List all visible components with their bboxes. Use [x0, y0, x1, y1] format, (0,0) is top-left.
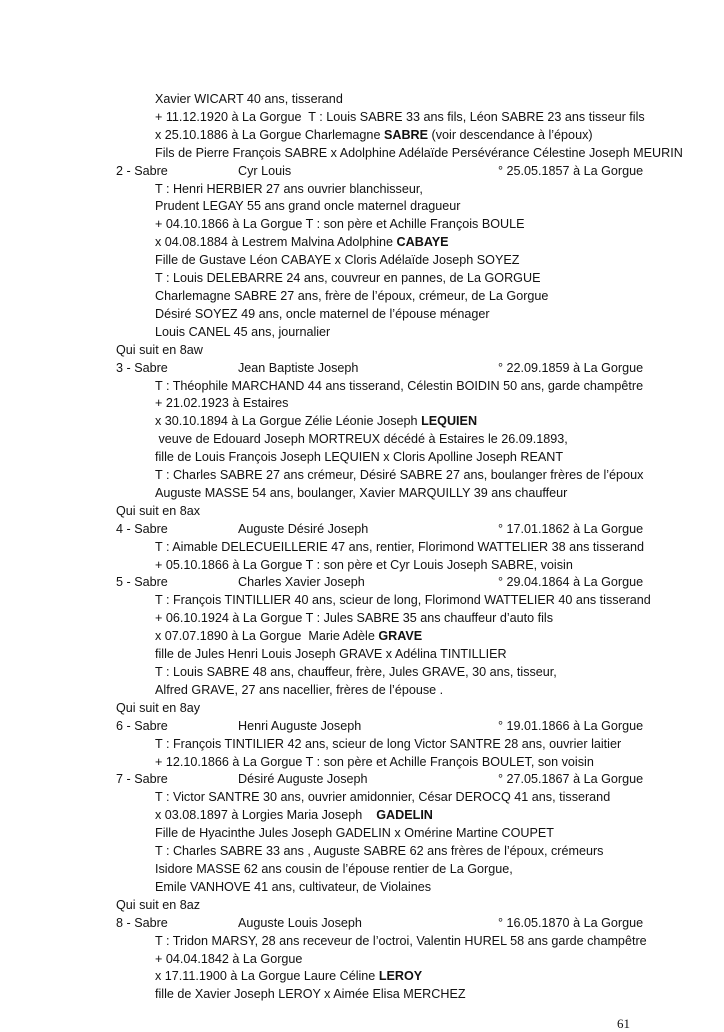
text-line — [0, 807, 724, 825]
text-line — [0, 539, 724, 557]
text-segment: T : Louis SABRE 48 ans, chauffeur, frère, Jules GRAVE, 30 ans, tisseur, — [155, 665, 557, 679]
text-segment: fille de Xavier Joseph LEROY x Aimée Elisa MERCHEZ — [155, 987, 466, 1002]
text-segment: x 07.07.1890 à La Gorgue Marie Adèle — [155, 629, 379, 644]
text-segment: T : Tridon MARSY, 28 ans receveur de l’octroi, Valentin HUREL 58 ans garde champêtre — [155, 933, 647, 948]
text-line — [0, 324, 724, 342]
entry-birth: ° 29.04.1864 à La Gorgue — [498, 575, 644, 590]
text-line — [0, 270, 724, 288]
entry-birth: ° 22.09.1859 à La Gorgue — [498, 360, 644, 375]
entry-number: 3 - Sabre — [116, 360, 168, 375]
text-line — [0, 109, 724, 127]
text-line — [0, 91, 724, 109]
text-segment: + 12.10.1866 à La Gorgue T : son père et Achille François BOULET, son voisin — [155, 754, 594, 769]
text-segment: x 04.08.1884 à Lestrem Malvina Adolphine — [155, 235, 397, 250]
text-segment: Louis CANEL 45 ans, journalier — [155, 324, 331, 339]
text-segment: x 25.10.1886 à La Gorgue Charlemagne — [155, 127, 384, 142]
text-segment: T : François TINTILLIER 40 ans, scieur de long, Florimond WATTELIER 40 ans tisserand — [155, 593, 651, 608]
text-line — [0, 861, 724, 879]
text-segment: x 30.10.1894 à La Gorgue Zélie Léonie Joseph — [155, 414, 422, 429]
text-line — [0, 610, 724, 628]
entry-given-names: Auguste Désiré Joseph — [238, 521, 369, 536]
entry-given-names: Henri Auguste Joseph — [238, 718, 362, 733]
text-line — [0, 127, 724, 145]
surname-bold: SABRE — [383, 127, 429, 142]
text-segment: Qui suit en 8aw — [116, 342, 203, 357]
text-segment: + 11.12.1920 à La Gorgue T : Louis SABRE 33 ans fils, Léon SABRE 23 ans tisseur fils — [155, 109, 645, 124]
entry-header — [0, 360, 724, 378]
text-segment: Qui suit en 8az — [116, 897, 201, 912]
entry-given-names: Jean Baptiste Joseph — [238, 360, 359, 375]
text-line — [0, 933, 724, 951]
page-number: 61 — [617, 1016, 630, 1031]
text-segment: Xavier WICART 40 ans, tisserand — [155, 92, 343, 106]
text-line — [0, 252, 724, 270]
text-line — [0, 879, 724, 897]
text-line — [0, 986, 724, 1004]
text-segment: fille de Jules Henri Louis Joseph GRAVE x Adélina TINTILLIER — [155, 647, 507, 662]
entry-header — [0, 771, 724, 789]
entry-number: 4 - Sabre — [116, 521, 168, 536]
text-segment: (voir descendance à l’époux) — [428, 127, 593, 142]
text-segment: + 05.10.1866 à La Gorgue T : son père et Cyr Louis Joseph SABRE, voisin — [155, 557, 573, 572]
text-segment: veuve de Edouard Joseph MORTREUX décédé à Estaires le 26.09.1893, — [155, 432, 568, 447]
text-line — [0, 592, 724, 610]
text-segment: T : Aimable DELECUEILLERIE 47 ans, rentier, Florimond WATTELIER 38 ans tisserand — [155, 539, 645, 554]
text-segment: T : Henri HERBIER 27 ans ouvrier blanchisseur, — [155, 181, 423, 196]
entry-header — [0, 718, 724, 736]
surname-bold: CABAYE — [396, 235, 449, 250]
text-segment: x 03.08.1897 à Lorgies Maria Joseph — [155, 808, 377, 823]
text-segment: Alfred GRAVE, 27 ans nacellier, frères de l’épouse . — [155, 682, 444, 697]
text-segment: Fille de Hyacinthe Jules Joseph GADELIN x Omérine Martine COUPET — [155, 826, 554, 841]
entry-header — [0, 163, 724, 181]
document-body — [0, 91, 724, 1004]
text-segment: Qui suit en 8ay — [116, 700, 201, 715]
text-segment: + 21.02.1923 à Estaires — [155, 396, 289, 411]
text-line — [0, 825, 724, 843]
entry-number: 7 - Sabre — [116, 772, 168, 787]
text-line — [0, 198, 724, 216]
entry-birth: ° 27.05.1867 à La Gorgue — [498, 772, 644, 787]
text-line — [0, 449, 724, 467]
text-segment: + 04.10.1866 à La Gorgue T : son père et Achille François BOULE — [155, 217, 525, 232]
text-line — [0, 413, 724, 431]
entry-given-names: Désiré Auguste Joseph — [238, 772, 368, 787]
text-line — [0, 485, 724, 503]
text-segment: Auguste MASSE 54 ans, boulanger, Xavier MARQUILLY 39 ans chauffeur — [155, 485, 568, 500]
text-segment: Charlemagne SABRE 27 ans, frère de l’époux, crémeur, de La Gorgue — [155, 288, 549, 303]
text-line — [0, 628, 724, 646]
text-segment: x 17.11.1900 à La Gorgue Laure Céline — [155, 969, 379, 984]
text-line — [0, 843, 724, 861]
entry-number: 2 - Sabre — [116, 163, 168, 178]
text-segment: T : Victor SANTRE 30 ans, ouvrier amidonnier, César DEROCQ 41 ans, tisserand — [155, 790, 611, 805]
text-line — [0, 306, 724, 324]
entry-given-names: Charles Xavier Joseph — [238, 575, 365, 590]
surname-bold: GADELIN — [376, 808, 433, 823]
text-segment: T : Charles SABRE 33 ans , Auguste SABRE 62 ans frères de l’époux, crémeurs — [155, 844, 604, 859]
text-line — [0, 234, 724, 252]
text-segment: Qui suit en 8ax — [116, 503, 201, 518]
text-segment: fille de Louis François Joseph LEQUIEN x Cloris Apolline Joseph REANT — [155, 450, 564, 465]
entry-header — [0, 521, 724, 539]
text-line — [0, 378, 724, 396]
surname-bold: LEQUIEN — [421, 414, 478, 429]
continuation-note — [0, 700, 724, 718]
entry-header — [0, 915, 724, 933]
entry-birth: ° 17.01.1862 à La Gorgue — [498, 521, 644, 536]
text-line — [0, 664, 724, 682]
entry-birth: ° 25.05.1857 à La Gorgue — [498, 163, 644, 178]
text-line — [0, 216, 724, 234]
text-line — [0, 557, 724, 575]
text-line — [0, 181, 724, 199]
text-segment: Désiré SOYEZ 49 ans, oncle maternel de l’épouse ménager — [155, 306, 490, 321]
text-segment: + 04.04.1842 à La Gorgue — [155, 951, 303, 966]
text-line — [0, 951, 724, 969]
entry-given-names: Auguste Louis Joseph — [238, 915, 362, 930]
text-line — [0, 288, 724, 306]
text-segment: T : Louis DELEBARRE 24 ans, couvreur en pannes, de La GORGUE — [155, 271, 541, 286]
surname-bold: GRAVE — [378, 629, 423, 644]
text-segment: Prudent LEGAY 55 ans grand oncle maternel dragueur — [155, 199, 461, 214]
text-line — [0, 754, 724, 772]
text-segment: Fille de Gustave Léon CABAYE x Cloris Adélaïde Joseph SOYEZ — [155, 253, 520, 268]
text-line — [0, 395, 724, 413]
entry-given-names: Cyr Louis — [238, 163, 292, 178]
text-line — [0, 646, 724, 664]
entry-birth: ° 16.05.1870 à La Gorgue — [498, 915, 644, 930]
continuation-note — [0, 342, 724, 360]
text-segment: T : François TINTILIER 42 ans, scieur de long Victor SANTRE 28 ans, ouvrier laitier — [155, 736, 622, 751]
entry-number: 8 - Sabre — [116, 915, 168, 930]
text-segment: + 06.10.1924 à La Gorgue T : Jules SABRE 35 ans chauffeur d’auto fils — [155, 611, 554, 626]
text-line — [0, 682, 724, 700]
entry-number: 5 - Sabre — [116, 575, 168, 590]
entry-number: 6 - Sabre — [116, 718, 168, 733]
text-line — [0, 789, 724, 807]
text-segment: Fils de Pierre François SABRE x Adolphine Adélaïde Persévérance Célestine Joseph MEURIN — [155, 145, 683, 160]
text-segment: T : Charles SABRE 27 ans crémeur, Désiré SABRE 27 ans, boulanger frères de l’époux — [155, 468, 644, 483]
continuation-note — [0, 503, 724, 521]
text-line — [0, 431, 724, 449]
text-line — [0, 968, 724, 986]
continuation-note — [0, 897, 724, 915]
text-segment: Emile VANHOVE 41 ans, cultivateur, de Violaines — [155, 879, 432, 894]
text-segment: Isidore MASSE 62 ans cousin de l’épouse rentier de La Gorgue, — [155, 861, 513, 876]
surname-bold: LEROY — [378, 969, 423, 984]
entry-header — [0, 574, 724, 592]
text-line — [0, 145, 724, 163]
text-segment: T : Théophile MARCHAND 44 ans tisserand, Célestin BOIDIN 50 ans, garde champêtre — [155, 378, 644, 393]
entry-birth: ° 19.01.1866 à La Gorgue — [498, 718, 644, 733]
text-line — [0, 467, 724, 485]
text-line — [0, 736, 724, 754]
